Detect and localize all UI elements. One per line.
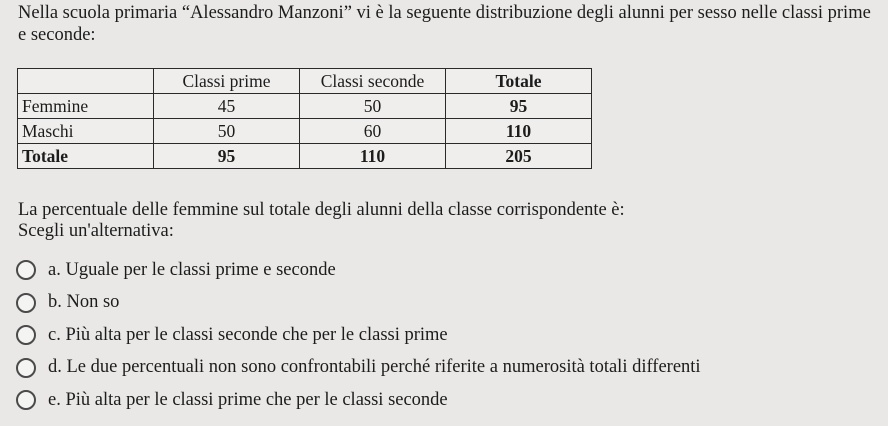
radio-button[interactable] [16,390,36,410]
table-header: Classi seconde [300,69,446,94]
radio-button[interactable] [16,260,36,280]
table-row [18,94,592,119]
table-header: Classi prime [154,69,300,94]
table-cell: 50 [154,119,300,144]
option-d[interactable] [16,352,701,385]
table-header: Totale [446,69,592,94]
radio-button[interactable] [16,358,36,378]
table-cell: 50 [300,94,446,119]
distribution-table [17,68,592,169]
option-label: e. Più alta per le classi prime che per le classi seconde [48,389,448,410]
radio-button[interactable] [16,325,36,345]
option-b[interactable] [16,287,701,320]
table-cell: 45 [154,94,300,119]
table-cell: 60 [300,119,446,144]
table-row [18,119,592,144]
table-row [18,144,592,169]
table-header [18,69,154,94]
table-cell: 110 [300,144,446,169]
question-text: La percentuale delle femmine sul totale degli alunni della classe corrispondente è: [18,200,625,220]
table-cell: 110 [446,119,592,144]
option-label: c. Più alta per le classi seconde che per le classi prime [48,324,448,345]
option-c[interactable] [16,319,701,352]
choose-prompt: Scegli un'alternativa: [18,221,174,241]
option-label: d. Le due percentuali non sono confrontabili perché riferite a numerosità totali differenti [48,357,701,378]
radio-button[interactable] [16,293,36,313]
intro-text: Nella scuola primaria “Alessandro Manzoni” vi è la seguente distribuzione degli alunni per sesso nelle classi prime e seconde: [18,3,871,45]
table-cell: 95 [154,144,300,169]
option-e[interactable] [16,384,701,417]
table-cell: 95 [446,94,592,119]
option-label: b. Non so [48,292,120,313]
option-label: a. Uguale per le classi prime e seconde [48,259,336,280]
table-cell: Maschi [18,119,154,144]
answer-options [16,254,701,417]
option-a[interactable] [16,254,701,287]
table-header-row [18,69,592,94]
table-cell: Femmine [18,94,154,119]
table-cell: 205 [446,144,592,169]
table-cell: Totale [18,144,154,169]
